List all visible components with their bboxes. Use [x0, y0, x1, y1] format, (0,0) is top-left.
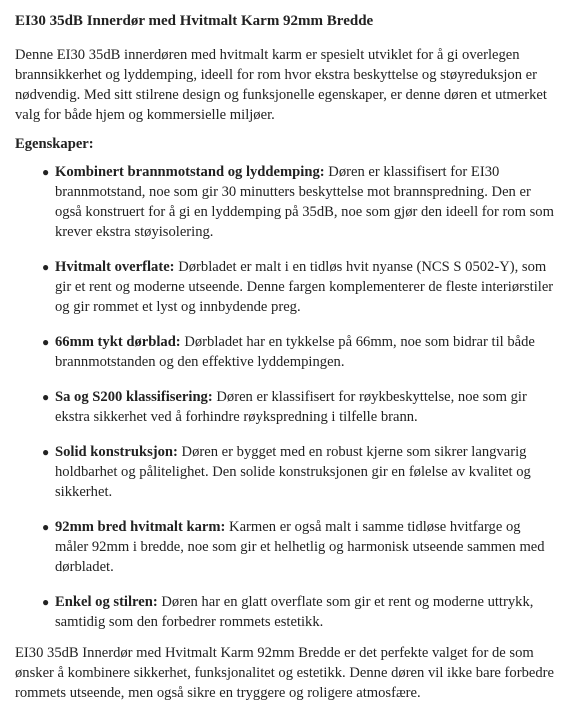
- bullet-icon: ●: [42, 260, 50, 274]
- product-title: EI30 35dB Innerdør med Hvitmalt Karm 92mm Bredde: [15, 13, 374, 29]
- feature-item: [42, 387, 555, 427]
- feature-text: Dørbladet har en tykkelse på 66mm, noe som bidrar til både brannmotstanden og den effektive lyddempingen.: [55, 334, 535, 370]
- bullet-icon: ●: [42, 390, 50, 404]
- closing-paragraph: EI30 35dB Innerdør med Hvitmalt Karm 92mm Bredde er det perfekte valget for de som ønsker å kombinere sikkerhet, funksjonalitet og estetikk. Denne døren vil ikke bare forbedre rommets utseende, men også sikre en tryggere og roligere atmosfære.: [15, 645, 554, 701]
- feature-item: [42, 442, 555, 502]
- feature-term: 66mm tykt dørblad:: [55, 334, 181, 350]
- feature-term: Solid konstruksjon:: [55, 444, 178, 460]
- product-description: [15, 10, 555, 703]
- feature-item: [42, 332, 555, 372]
- bullet-icon: ●: [42, 165, 50, 179]
- feature-item: [42, 162, 555, 242]
- bullet-icon: ●: [42, 595, 50, 609]
- feature-text: Døren er bygget med en robust kjerne som sikrer langvarig holdbarhet og pålitelighet. Den solide konstruksjonen gir en følelse av kvalitet og sikkerhet.: [55, 444, 531, 500]
- bullet-icon: ●: [42, 445, 50, 459]
- feature-text: Døren har en glatt overflate som gir et rent og moderne uttrykk, samtidig som den forbedrer rommets estetikk.: [55, 594, 534, 630]
- feature-item: [42, 592, 555, 632]
- features-heading: Egenskaper:: [15, 136, 94, 152]
- feature-term: Sa og S200 klassifisering:: [55, 389, 213, 405]
- bullet-icon: ●: [42, 335, 50, 349]
- bullet-icon: ●: [42, 520, 50, 534]
- features-list: [15, 162, 555, 632]
- feature-item: [42, 257, 555, 317]
- feature-term: Kombinert brannmotstand og lyddemping:: [55, 164, 325, 180]
- feature-text: Døren er klassifisert for røykbeskyttelse, noe som gir ekstra sikkerhet ved å forhindre røykspredning i tilfelle brann.: [55, 389, 527, 425]
- feature-term: Hvitmalt overflate:: [55, 259, 175, 275]
- feature-text: Karmen er også malt i samme tidløse hvitfarge og måler 92mm i bredde, noe som gir et helhetlig og harmonisk utseende sammen med dørbladet.: [55, 519, 545, 575]
- feature-term: 92mm bred hvitmalt karm:: [55, 519, 226, 535]
- feature-text: Dørbladet er malt i en tidløs hvit nyanse (NCS S 0502-Y), som gir et rent og moderne utseende. Denne fargen komplementerer de fleste interiørstiler og gir rommet et lyst og innbydende preg.: [55, 259, 554, 315]
- feature-text: Døren er klassifisert for EI30 brannmotstand, noe som gir 30 minutters beskyttelse mot brannspredning. Den er også konstruert for å gi en lyddemping på 35dB, noe som gjør den ideell for rom som krever ekstra støyisolering.: [55, 164, 554, 240]
- intro-paragraph: Denne EI30 35dB innerdøren med hvitmalt karm er spesielt utviklet for å gi overlegen brannsikkerhet og lyddemping, ideell for rom hvor ekstra beskyttelse og støyreduksjon er nødvendig. Med sitt stilrene design og funksjonelle egenskaper, er denne døren et utmerket valg for både hjem og kommersielle miljøer.: [15, 47, 547, 123]
- feature-item: [42, 517, 555, 577]
- feature-term: Enkel og stilren:: [55, 594, 158, 610]
